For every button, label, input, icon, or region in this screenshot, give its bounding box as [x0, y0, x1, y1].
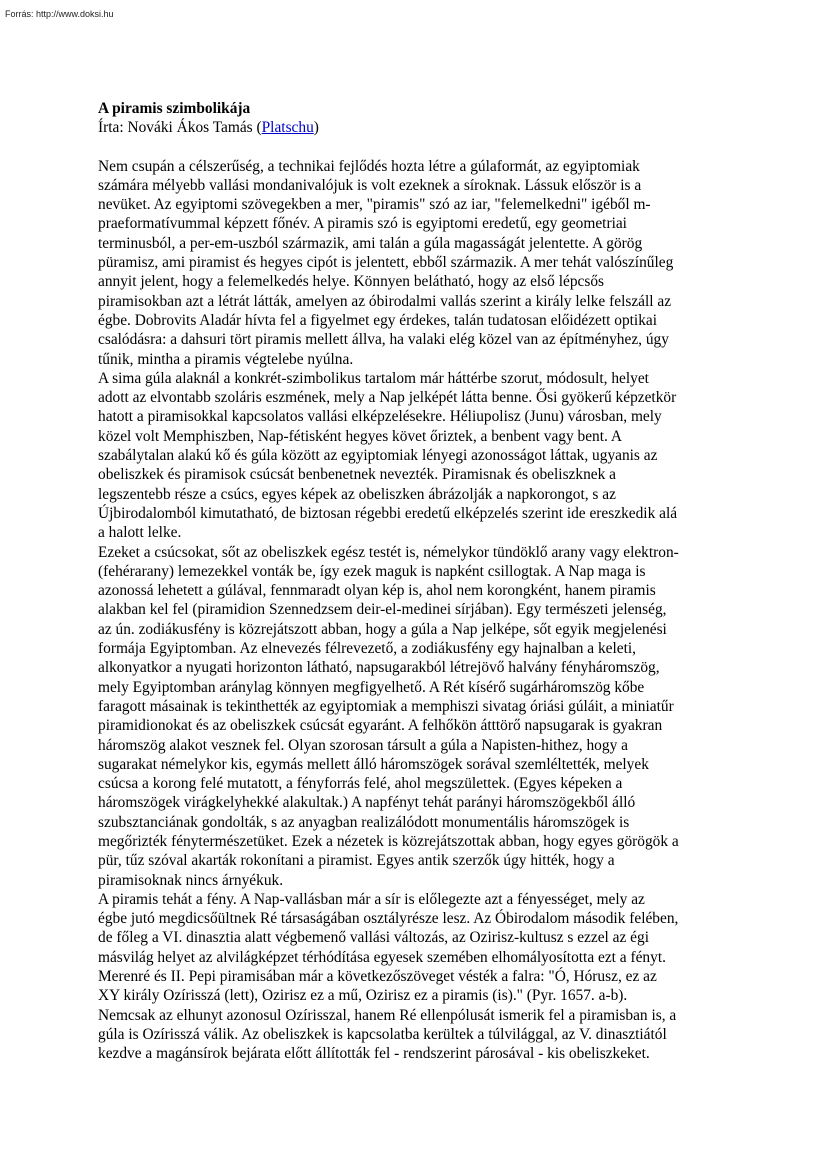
- paragraph-line: csalódásra: a dahsuri tört piramis mellett állva, ha valaki elég közel van az építményhez, úgy: [98, 331, 669, 349]
- byline-suffix: ): [313, 119, 319, 137]
- paragraph-line: megőrizték fénytermészetüket. Ezek a nézetek is közrejátszottak abban, hogy egyes görögök a: [98, 832, 679, 850]
- paragraph-line: a halott lelke.: [98, 524, 182, 542]
- paragraph: [98, 157, 734, 369]
- byline: [98, 118, 734, 137]
- paragraph-line: égbe jutó megdicsőültnek Ré társaságában osztályrésze lesz. Az Óbirodalom második felében,: [98, 910, 679, 928]
- byline-prefix: Írta: Nováki Ákos Tamás (: [98, 119, 262, 137]
- paragraph-line: másvilág helyet az alvilágképzet térhódítása egyesek szemében elhomályosította ezt a fényt.: [98, 948, 666, 966]
- paragraph-line: szubsztanciának gondolták, s az anyagban realizálódott monumentális háromszögek is: [98, 813, 630, 831]
- article-paragraphs: [98, 157, 734, 1064]
- paragraph-line: számára mélyebb vallási mondanivalójuk is volt ezeknek a síroknak. Lássuk először is a: [98, 176, 642, 194]
- paragraph-line: mely Egyiptomban aránylag könnyen megfigyelhető. A Rét kísérő sugárháromszög kőbe: [98, 678, 645, 696]
- paragraph-line: piramisokban azt a létrát látták, amelyen az óbirodalmi vallás szerint a király lelke felszáll az: [98, 292, 672, 310]
- paragraph-line: piramisoknak nincs árnyékuk.: [98, 871, 284, 889]
- paragraph-line: Ezeket a csúcsokat, sőt az obeliszkek egész testét is, némelykor tündöklő arany vagy elektron-: [98, 543, 679, 561]
- paragraph-line: háromszögek virágkelyhekké alakultak.) A napfényt tehát parányi háromszögekből álló: [98, 794, 636, 812]
- paragraph-line: Nemcsak az elhunyt azonosul Ozírisszal, hanem Ré ellenpólusát ismerik fel a piramisban is, a: [98, 1006, 677, 1024]
- source-label: Forrás: http://www.doksi.hu: [5, 9, 114, 19]
- paragraph-line: nevüket. Az egyiptomi szövegekben a mer, "piramis" szó az iar, "felemelkedni" igéből m-: [98, 196, 651, 214]
- paragraph-line: hatott a piramisokkal kapcsolatos vallási elképzelésekre. Héliupolisz (Junu) városban, mely: [98, 408, 662, 426]
- paragraph-line: piramidionokat és az obeliszkek csúcsát egyaránt. A felhőkön átttörő napsugarak is gyakran: [98, 717, 663, 735]
- paragraph-line: szabálytalan alakú kő és gúla között az egyiptomiak lényegi azonosságot láttak, ugyanis az: [98, 447, 658, 465]
- paragraph-line: közel volt Memphiszben, Nap-fétisként hegyes követ őriztek, a benbent vagy bent. A: [98, 427, 622, 445]
- paragraph-line: sugarakat némelykor kis, egymás mellett álló háromszögek sorával szemléltették, melyek: [98, 755, 649, 773]
- paragraph: [98, 369, 734, 543]
- paragraph-line: faragott másainak is tekinthették az egyiptomiak a memphiszi sivatag óriási gúláit, a miniatűr: [98, 697, 674, 715]
- paragraph-line: kezdve a magánsírok bejárata előtt állították fel - rendszerint párosával - kis obeliszkeket.: [98, 1045, 650, 1063]
- paragraph-line: azonossá lehetett a gúlával, fennmaradt olyan kép is, ahol nem korongként, hanem piramis: [98, 582, 656, 600]
- author-link[interactable]: Platschu: [261, 119, 314, 137]
- paragraph-line: tűnik, mintha a piramis végtelebe nyúlna.: [98, 350, 354, 368]
- paragraph-line: de főleg a VI. dinasztia alatt végbemenő vallási változás, az Ozirisz-kultusz s ezzel az égi: [98, 929, 649, 947]
- paragraph-line: alkonyatkor a nyugati horizonton látható, napsugarakból létrejövő halvány fényháromszög,: [98, 659, 660, 677]
- paragraph-line: égbe. Dobrovits Aladár hívta fel a figyelmet egy érdekes, talán tudatosan előidézett optikai: [98, 311, 657, 329]
- paragraph-line: az ún. zodiákusfény is közrejátszott abban, hogy a gúla a Nap jelképe, sőt egyik megjelenési: [98, 620, 667, 638]
- paragraph-line: A piramis tehát a fény. A Nap-vallásban már a sír is előlegezte azt a fényességet, mely az: [98, 890, 645, 908]
- paragraph-line: obeliszkek és piramisok csúcsát benbenetnek nevezték. Piramisnak és obeliszknek a: [98, 466, 616, 484]
- paragraph-line: püramisz, ami piramist és hegyes cipót is jelentett, ebből származik. A mer tehát valószínűleg: [98, 254, 674, 272]
- paragraph-line: gúla is Ozírisszá válik. Az obeliszkek is kapcsolatba kerültek a túlvilággal, az V. dinasztiától: [98, 1025, 667, 1043]
- paragraph-line: annyit jelent, hogy a felemelkedés helye. Könnyen belátható, hogy az első lépcsős: [98, 273, 605, 291]
- paragraph-line: csúcsa a korong felé mutatott, a fényforrás felé, ahol megszülettek. (Egyes képeken a: [98, 775, 623, 793]
- paragraph-line: háromszög alakot vesznek fel. Olyan szorosan társult a gúla a Napisten-hithez, hogy a: [98, 736, 628, 754]
- paragraph-line: praeformatívummal képzett főnév. A piramis szó is egyiptomi eredetű, egy geometriai: [98, 215, 627, 233]
- paragraph-line: Újbirodalomból kimutatható, de biztosan régebbi eredetű elképzelés szerint ide ereszkedik alá: [98, 504, 678, 522]
- paragraph-line: XY király Ozírisszá (lett), Ozirisz ez a mű, Ozirisz ez a piramis (is)." (Pyr. 1657. a-b).: [98, 987, 628, 1005]
- paragraph: [98, 890, 734, 1064]
- paragraph-line: terminusból, a per-em-uszból származik, ami talán a gúla magasságát jelentette. A görög: [98, 234, 643, 252]
- spacer: [98, 138, 734, 157]
- document-title: A piramis szimbolikája: [98, 100, 251, 117]
- paragraph-line: Merenré és II. Pepi piramisában már a következőszöveget vésték a falra: "Ó, Hórusz, ez az: [98, 968, 657, 986]
- paragraph-line: formája Egyiptomban. Az elnevezés félrevezető, a zodiákusfény egy hajnalban a keleti,: [98, 640, 637, 658]
- paragraph-line: (fehérarany) lemezekkel vonták be, így ezek maguk is napként csillogtak. A Nap maga is: [98, 562, 646, 580]
- paragraph: [98, 543, 734, 890]
- paragraph-line: Nem csupán a célszerűség, a technikai fejlődés hozta létre a gúlaformát, az egyiptomiak: [98, 157, 640, 175]
- document-body: [98, 99, 734, 1064]
- paragraph-line: A sima gúla alaknál a konkrét-szimbolikus tartalom már háttérbe szorut, módosult, helyet: [98, 369, 649, 387]
- paragraph-line: pür, tűz szóval akarták rokonítani a piramist. Egyes antik szerzők úgy hitték, hogy a: [98, 852, 615, 870]
- paragraph-line: legszentebb része a csúcs, egyes képek az obeliszken ábrázolják a napkorongot, s az: [98, 485, 616, 503]
- paragraph-line: adott az elvontabb szoláris eszmének, mely a Nap jelképét látta benne. Ősi gyökerű képzetkör: [98, 389, 677, 407]
- paragraph-line: alakban kel fel (piramidion Szennedzsem deir-el-medinei sírjában). Egy természeti jelenség,: [98, 601, 667, 619]
